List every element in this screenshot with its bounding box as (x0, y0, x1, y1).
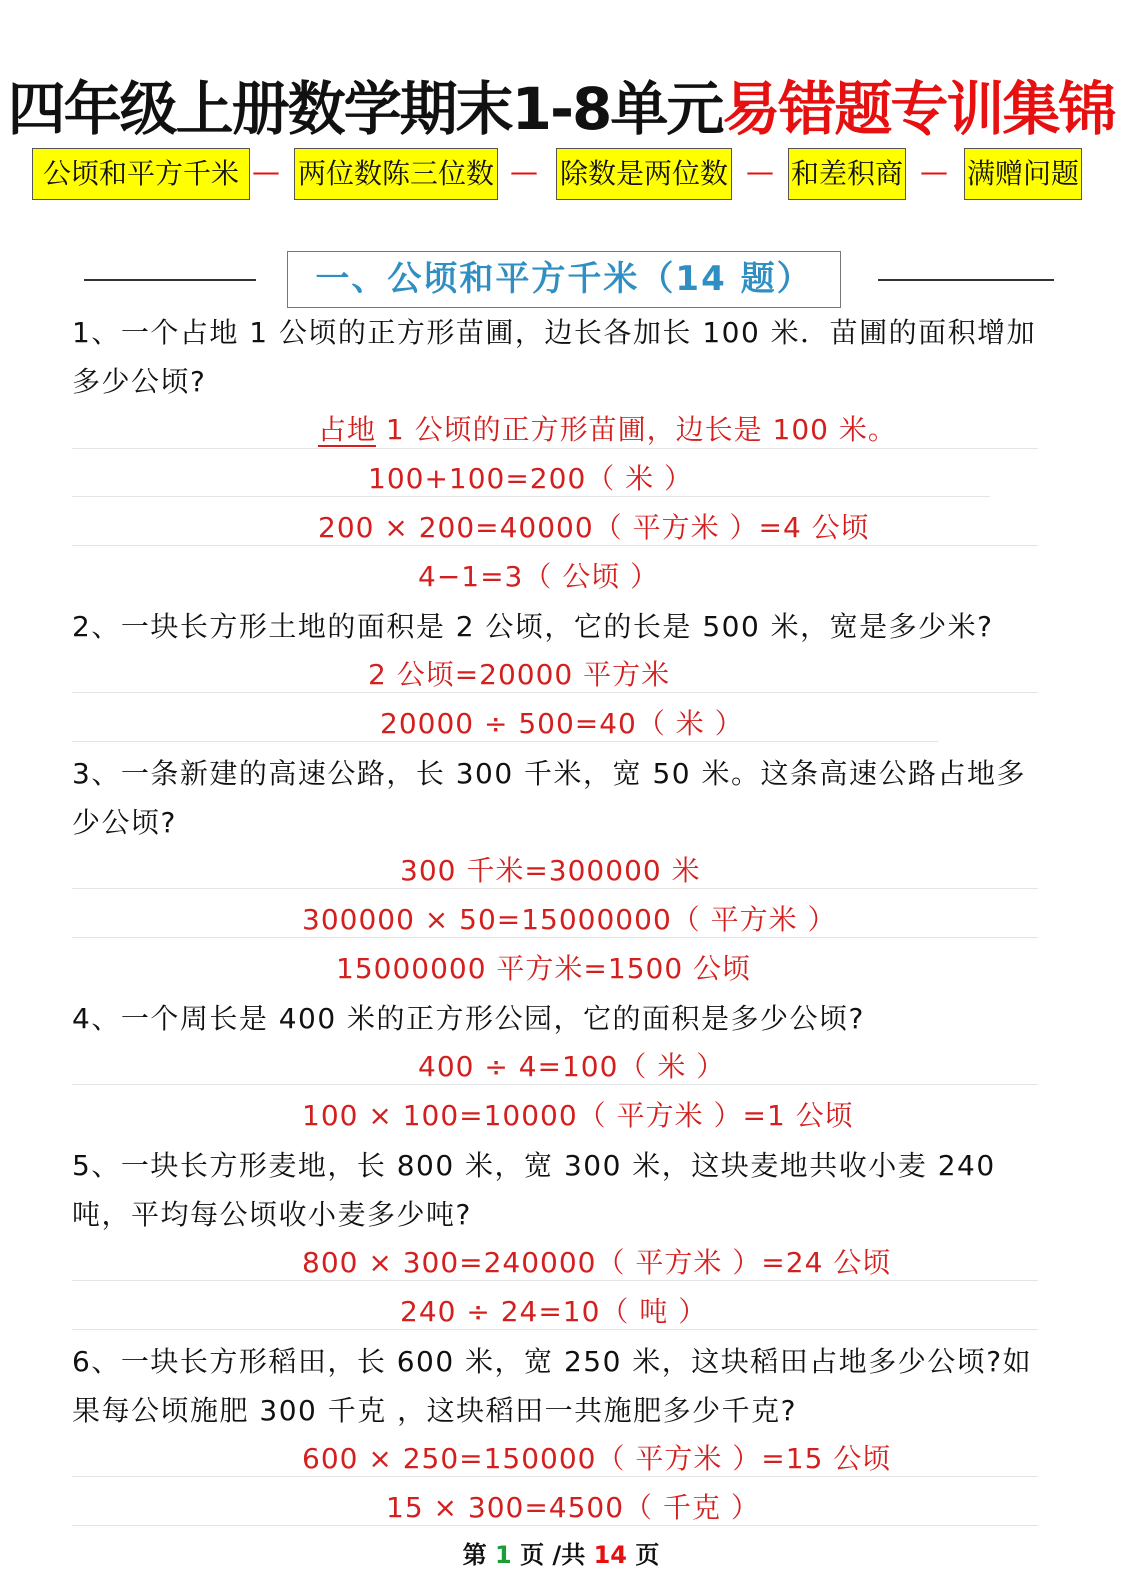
answer-line: 4−1=3（ 公顷 ） (418, 560, 660, 593)
section-line-left (84, 279, 256, 281)
answer-line: 15000000 平方米=1500 公顷 (336, 952, 752, 985)
topic-dash: — (252, 155, 280, 188)
footer-suffix: 页 (626, 1541, 660, 1569)
page-title (0, 62, 1122, 146)
question-3: 3、一条新建的高速公路，长 300 千米，宽 50 米。这条高速公路占地多少公顷? (72, 757, 1026, 839)
question-1: 1、一个占地 1 公顷的正方形苗圃，边长各加长 100 米．苗圃的面积增加多少公顷? (72, 316, 1037, 398)
question-4: 4、一个周长是 400 米的正方形公园，它的面积是多少公顷? (72, 1002, 865, 1035)
topic-dash: — (920, 155, 948, 188)
topic-two-by-three-digit: 两位数陈三位数 (294, 148, 498, 200)
page-footer (0, 1535, 1122, 1570)
topic-gift-problem: 满赠问题 (964, 148, 1082, 200)
footer-prefix: 第 (462, 1541, 496, 1569)
answer-rule (72, 937, 1038, 938)
answer-rule (72, 448, 1038, 449)
answer-rule (72, 1084, 1038, 1085)
question-2: 2、一块长方形土地的面积是 2 公顷，它的长是 500 米，宽是多少米? (72, 610, 994, 643)
answer-line (318, 410, 897, 450)
answer-rule (72, 888, 1038, 889)
section-line-right (878, 279, 1054, 281)
answer-rule (72, 1476, 1038, 1477)
answer-line: 240 ÷ 24=10（ 吨 ） (400, 1295, 708, 1328)
underlined-text: 占地 (318, 413, 377, 446)
footer-middle: 页 /共 (511, 1541, 594, 1569)
answer-line: 800 × 300=240000（ 平方米 ）=24 公顷 (302, 1246, 892, 1279)
topic-dash: — (510, 155, 538, 188)
answer-rule (72, 692, 1038, 693)
question-5: 5、一块长方形麦地，长 800 米，宽 300 米，这块麦地共收小麦 240 吨，平均每公顷收小麦多少吨? (72, 1149, 996, 1231)
question-6: 6、一块长方形稻田，长 600 米，宽 250 米，这块稻田占地多少公顷?如果每公顷施肥 300 千克 ，这块稻田一共施肥多少千克? (72, 1345, 1033, 1427)
answer-line: 400 ÷ 4=100（ 米 ） (418, 1050, 726, 1083)
answer-rule (72, 496, 990, 497)
answer-line: 100 × 100=10000（ 平方米 ）=1 公顷 (302, 1099, 854, 1132)
answer-rule (72, 1525, 1038, 1526)
answer-line: 2 公顷=20000 平方米 (368, 658, 671, 691)
answer-line: 300 千米=300000 米 (400, 854, 701, 887)
topic-strip (32, 148, 1084, 200)
topic-dash: — (746, 155, 774, 188)
answer-line: 100+100=200（ 米 ） (368, 462, 694, 495)
topic-area-units: 公顷和平方千米 (32, 148, 250, 200)
answer-line: 200 × 200=40000（ 平方米 ）=4 公顷 (318, 511, 870, 544)
footer-total-pages: 14 (593, 1541, 627, 1569)
title-black-part: 四年级上册数学期末1-8单元 (7, 75, 723, 143)
topic-two-digit-divisor: 除数是两位数 (556, 148, 732, 200)
answer-line: 600 × 250=150000（ 平方米 ）=15 公顷 (302, 1442, 892, 1475)
answer-line: 15 × 300=4500（ 千克 ） (386, 1491, 760, 1524)
topic-sum-difference: 和差积商 (788, 148, 906, 200)
answer-rest: 1 公顷的正方形苗圃，边长是 100 米。 (376, 413, 897, 446)
answer-line: 20000 ÷ 500=40（ 米 ） (380, 707, 744, 740)
section-title: 一、公顷和平方千米（14 题） (287, 251, 841, 308)
answer-rule (72, 1280, 1038, 1281)
answer-rule (72, 1329, 1038, 1330)
footer-page-number: 1 (495, 1541, 512, 1569)
answer-rule (72, 545, 1038, 546)
answer-rule (72, 741, 938, 742)
title-red-part: 易错题专训集锦 (722, 75, 1115, 143)
answer-line: 300000 × 50=15000000（ 平方米 ） (302, 903, 837, 936)
